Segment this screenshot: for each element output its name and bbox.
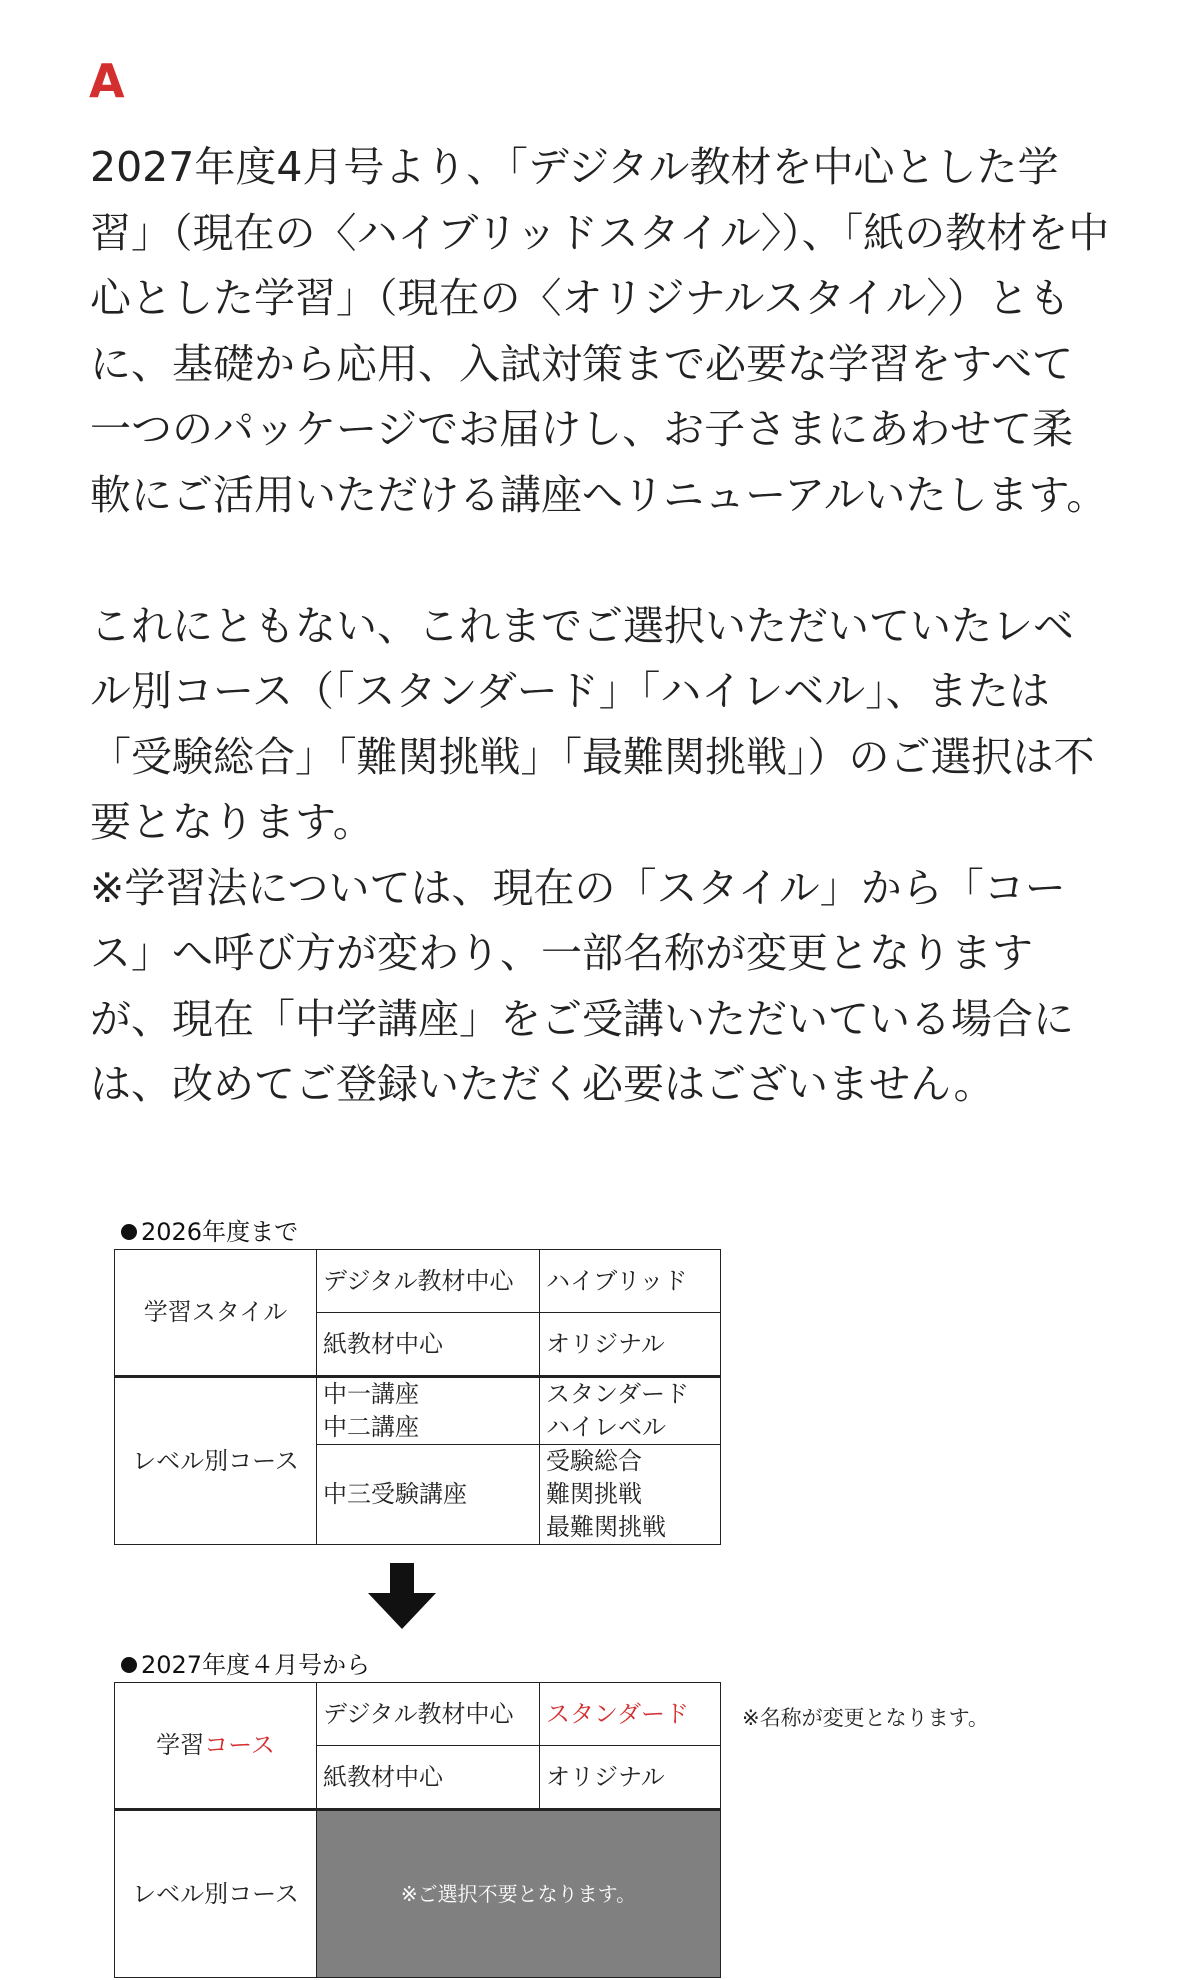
before-table [114, 1249, 721, 1545]
renamed-value-cell: スタンダード [540, 1683, 721, 1746]
down-arrow-icon [368, 1563, 436, 1629]
table-cell: 紙教材中心 [317, 1313, 540, 1377]
table-cell: デジタル教材中心 [317, 1250, 540, 1313]
table-cell [317, 1445, 540, 1545]
table-cell [317, 1377, 540, 1445]
bullet-icon [121, 1224, 137, 1240]
style-head-cell: 学習コース [115, 1683, 317, 1810]
rename-note: ※名称が変更となります。 [742, 1706, 989, 1730]
cell-line: ハイレベル [546, 1413, 666, 1441]
level-head-cell: レベル別コース [115, 1810, 317, 1978]
table-cell: ハイブリッド [540, 1250, 721, 1313]
course-highlight: コース [204, 1731, 275, 1759]
after-table [114, 1682, 721, 1978]
paragraph-level-course: これにともない、これまでご選択いただいていたレベル別コース（「スタンダード」「ハイレベル」、または「受験総合」「難関挑戦」「最難関挑戦」）のご選択は不要となります。 [90, 601, 1095, 846]
cell-line: 中三受験講座 [323, 1480, 467, 1508]
table-cell: 紙教材中心 [317, 1746, 540, 1810]
not-required-cell: ※ご選択不要となります。 [317, 1810, 721, 1978]
cell-line: 中一講座 [323, 1380, 419, 1408]
after-section-label: 2027年度４月号から [121, 1653, 370, 1677]
cell-line: 難関挑戦 [546, 1480, 642, 1508]
bullet-icon [121, 1657, 137, 1673]
paragraph-note: ※学習法については、現在の「スタイル」から「コース」へ呼び方が変わり、一部名称が変更となりますが、現在「中学講座」をご受講いただいている場合には、改めてご登録いただく必要はございません。 [90, 863, 1074, 1108]
level-head-cell: レベル別コース [115, 1377, 317, 1545]
answer-body [90, 135, 1110, 1118]
before-section-label: 2026年度まで [121, 1220, 298, 1244]
cell-line: 最難関挑戦 [546, 1513, 666, 1541]
table-cell: オリジナル [540, 1313, 721, 1377]
cell-line: 中二講座 [323, 1413, 419, 1441]
answer-mark: A [89, 54, 125, 108]
table-cell: デジタル教材中心 [317, 1683, 540, 1746]
table-cell [540, 1445, 721, 1545]
cell-line: 受験総合 [546, 1447, 642, 1475]
cell-line: スタンダード [546, 1380, 690, 1408]
table-cell: オリジナル [540, 1746, 721, 1810]
table-cell [540, 1377, 721, 1445]
paragraph-renewal: 2027年度4月号より、「デジタル教材を中心とした学習」（現在の〈ハイブリッドスタイル〉）、「紙の教材を中心とした学習」（現在の〈オリジナルスタイル〉）ともに、基礎から応用、入試対策まで必要な学習をすべて一つのパッケージでお届けし、お子さまにあわせて柔軟にご活用いただける講座へリニューアルいたします。 [90, 143, 1110, 519]
style-head-cell: 学習スタイル [115, 1250, 317, 1377]
